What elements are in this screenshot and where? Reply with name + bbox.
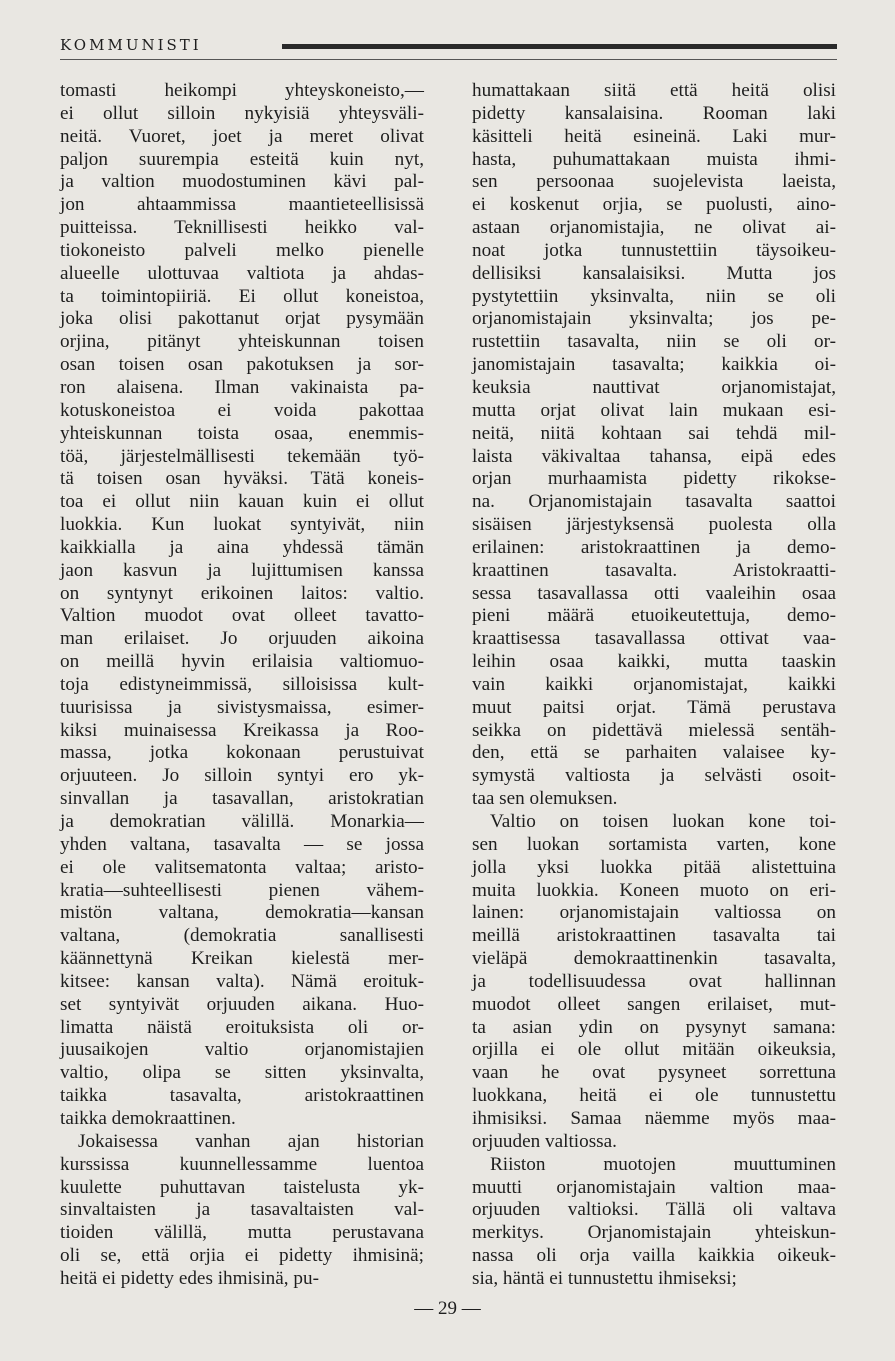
text-line: janomistajain tasavalta; kaikkia oi- (472, 354, 836, 376)
text-line: kurssissa kuunnellessamme luentoa (60, 1153, 424, 1175)
text-line: hasta, puhumattakaan muista ihmi- (472, 148, 836, 170)
text-line: nassa oli orja vailla kaikkia oikeuk- (472, 1245, 836, 1267)
text-line: sinvaltaisten ja tasavaltaisten val- (60, 1199, 424, 1221)
text-line: mutta orjat olivat lain mukaan esi- (472, 399, 836, 421)
text-line: ei ole valitsematonta valtaa; aristo- (60, 856, 424, 878)
text-line: dellisiksi kansalaisiksi. Mutta jos (472, 262, 836, 284)
text-line: neitä. Vuoret, joet ja meret olivat (60, 125, 424, 147)
text-line: Valtion muodot ovat olleet tavatto- (60, 605, 424, 627)
text-line: man erilaiset. Jo orjuuden aikoina (60, 628, 424, 650)
text-line: Jokaisessa vanhan ajan historian (78, 1130, 424, 1152)
text-line: kuulette puhuttavan taistelusta yk- (60, 1176, 424, 1198)
text-line: seikka on pidettävä mielessä sentäh- (472, 719, 836, 741)
text-line: pystytettiin yksinvalta, niin se oli (472, 285, 836, 307)
text-line: ei koskenut orjia, se puolusti, aino- (472, 194, 836, 216)
text-line: on meillä hyvin erilaisia valtiomuo- (60, 651, 424, 673)
text-line: tä toisen osan hyväksi. Tätä koneis- (60, 468, 424, 490)
text-line: kitsee: kansan valta). Nämä eroituk- (60, 970, 424, 992)
text-line: erilainen: aristokraattinen ja demo- (472, 536, 836, 558)
text-line: toa ei ollut niin kauan kuin ei ollut (60, 491, 424, 513)
text-line: oli se, että orjia ei pidetty ihmisinä; (60, 1245, 424, 1267)
text-line: kraattisessa tasavallassa ottivat vaa- (472, 628, 836, 650)
text-line: orjanomistajain yksinvalta; jos pe- (472, 308, 836, 330)
text-line: mistön valtana, demokratia—kansan (60, 902, 424, 924)
left-text-column (60, 80, 424, 1291)
text-line: sen persoonaa suojelevista laeista, (472, 171, 836, 193)
text-line: sessa tasavallassa otti vaaleihin osaa (472, 582, 836, 604)
text-line: noat jotka tunnustettiin täysoikeu- (472, 239, 836, 261)
text-line: ja valtion muodostuminen kävi pal- (60, 171, 424, 193)
text-line: toja edistyneimmissä, silloisissa kult- (60, 673, 424, 695)
right-text-column (472, 80, 836, 1291)
text-line: ta toimintopiiriä. Ei ollut koneistoa, (60, 285, 424, 307)
text-line: valtio, olipa se sitten yksinvalta, (60, 1062, 424, 1084)
text-line: yhteiskunnan toista osaa, enemmis- (60, 422, 424, 444)
text-line: osan toisen osan pakotuksen ja sor- (60, 354, 424, 376)
text-line: ei ollut silloin nykyisiä yhteysväli- (60, 102, 424, 124)
text-line: orjuuteen. Jo silloin syntyi ero yk- (60, 765, 424, 787)
text-line: puitteissa. Teknillisesti heikko val- (60, 217, 424, 239)
journal-title: KOMMUNISTI (60, 36, 202, 54)
text-line: tuurisissa ja sivistysmaissa, esimer- (60, 696, 424, 718)
text-line: neitä, niitä kohtaan sai tehdä mil- (472, 422, 836, 444)
text-line: juusaikojen valtio orjanomistajien (60, 1039, 424, 1061)
text-line: heitä ei pidetty edes ihmisinä, pu- (60, 1267, 319, 1289)
text-line: orjuuden valtioksi. Tällä oli valtava (472, 1199, 836, 1221)
text-line: muodot olleet sangen erilaiset, mut- (472, 993, 836, 1015)
text-line: vaan he ovat pysyneet sorrettuna (472, 1062, 836, 1084)
header-thin-rule (60, 59, 837, 60)
text-line: limatta näistä eroituksista oli or- (60, 1016, 424, 1038)
text-line: paljon suurempia esteitä kuin nyt, (60, 148, 424, 170)
text-line: astaan orjanomistajia, ne olivat ai- (472, 217, 836, 239)
text-line: ja demokratian välillä. Monarkia— (60, 811, 424, 832)
page-number: — 29 — (414, 1298, 481, 1319)
text-line: kaikkialla ja aina yhdessä tämän (60, 536, 424, 558)
text-line: orjan murhaamista pidetty rikokse- (472, 468, 836, 490)
text-line: taa sen olemuksen. (472, 788, 618, 810)
text-line: ta asian ydin on pysynyt samana: (472, 1016, 836, 1038)
text-line: pieni määrä etuoikeutettuja, demo- (472, 605, 836, 627)
text-line: massa, jotka kokonaan perustuivat (60, 742, 424, 764)
text-line: yhden valtana, tasavalta — se jossa (60, 833, 424, 855)
text-line: muita luokkia. Koneen muoto on eri- (472, 879, 836, 901)
text-line: kratia—suhteellisesti pienen vähem- (60, 879, 424, 901)
text-line: käännettynä Kreikan kielestä mer- (60, 948, 424, 970)
text-line: ron alaisena. Ilman vakinaista pa- (60, 376, 424, 398)
text-line: tioiden välillä, mutta perustavana (60, 1222, 424, 1244)
text-line: muutti orjanomistajain valtion maa- (472, 1176, 836, 1198)
text-line: taikka tasavalta, aristokraattinen (60, 1085, 424, 1107)
text-line: kiksi muinaisessa Kreikassa ja Roo- (60, 719, 424, 741)
text-line: pidetty kansalaisina. Rooman laki (472, 102, 836, 124)
text-line: luokkia. Kun luokat syntyivät, niin (60, 514, 424, 536)
text-line: orjina, pitänyt yhteiskunnan toisen (60, 331, 424, 353)
header-rule (282, 44, 837, 49)
text-line: tiokoneisto palveli melko pienelle (60, 239, 424, 261)
text-line: sinvallan ja tasavallan, aristokratian (60, 788, 424, 810)
text-line: rustettiin tasavalta, niin se oli or- (472, 331, 836, 353)
text-line: luokkana, heitä ei ole tunnustettu (472, 1085, 836, 1107)
text-line: symystä valtiosta ja selvästi osoit- (472, 765, 836, 787)
text-line: orjuuden valtiossa. (472, 1130, 617, 1152)
text-line: tomasti heikompi yhteyskoneisto,— (60, 80, 424, 101)
text-line: on syntynyt erikoinen laitos: valtio. (60, 582, 424, 604)
text-line: muut paitsi orjat. Tämä perustava (472, 696, 836, 718)
text-line: set syntyivät orjuuden aikana. Huo- (60, 993, 424, 1015)
text-line: orjilla ei ole ollut mitään oikeuksia, (472, 1039, 836, 1061)
text-line: vieläpä demokraattinenkin tasavalta, (472, 948, 836, 970)
text-line: sia, häntä ei tunnustettu ihmiseksi; (472, 1267, 737, 1289)
text-line: meillä aristokraattinen tasavalta tai (472, 925, 836, 947)
text-line: keuksia nauttivat orjanomistajat, (472, 376, 836, 398)
text-line: humattakaan siitä että heitä olisi (472, 80, 836, 101)
running-header (60, 36, 840, 66)
text-line: kraattinen tasavalta. Aristokraatti- (472, 559, 836, 581)
text-line: na. Orjanomistajain tasavalta saattoi (472, 491, 836, 513)
text-line: ihmisiksi. Samaa näemme myös maa- (472, 1107, 836, 1129)
text-line: lainen: orjanomistajain valtiossa on (472, 902, 836, 924)
text-line: valtana, (demokratia sanallisesti (60, 925, 424, 947)
text-line: ja todellisuudessa ovat hallinnan (472, 970, 836, 992)
text-line: laista väkivaltaa tahansa, eipä edes (472, 445, 836, 467)
text-line: merkitys. Orjanomistajain yhteiskun- (472, 1222, 836, 1244)
text-line: joka olisi pakottanut orjat pysymään (60, 308, 424, 330)
text-line: jolla yksi luokka pitää alistettuina (472, 856, 836, 878)
text-line: jaon kasvun ja lujittumisen kanssa (60, 559, 424, 581)
text-line: käsitteli heitä esineinä. Laki mur- (472, 125, 836, 147)
text-line: taikka demokraattinen. (60, 1107, 236, 1129)
text-line: Valtio on toisen luokan kone toi- (490, 811, 836, 832)
text-line: sen luokan sortamista varten, kone (472, 833, 836, 855)
text-line: töä, järjestelmällisesti tekemään työ- (60, 445, 424, 467)
text-line: leihin osaa kaikki, mutta taaskin (472, 651, 836, 673)
text-line: den, että se parhaiten valaisee ky- (472, 742, 836, 764)
text-line: jon ahtaammissa maantieteellisissä (60, 194, 424, 216)
text-line: Riiston muotojen muuttuminen (490, 1153, 836, 1175)
text-line: kotuskoneistoa ei voida pakottaa (60, 399, 424, 421)
text-line: alueelle ulottuvaa valtiota ja ahdas- (60, 262, 424, 284)
text-line: sisäisen järjestyksensä puolesta olla (472, 514, 836, 536)
text-line: vain kaikki orjanomistajat, kaikki (472, 673, 836, 695)
